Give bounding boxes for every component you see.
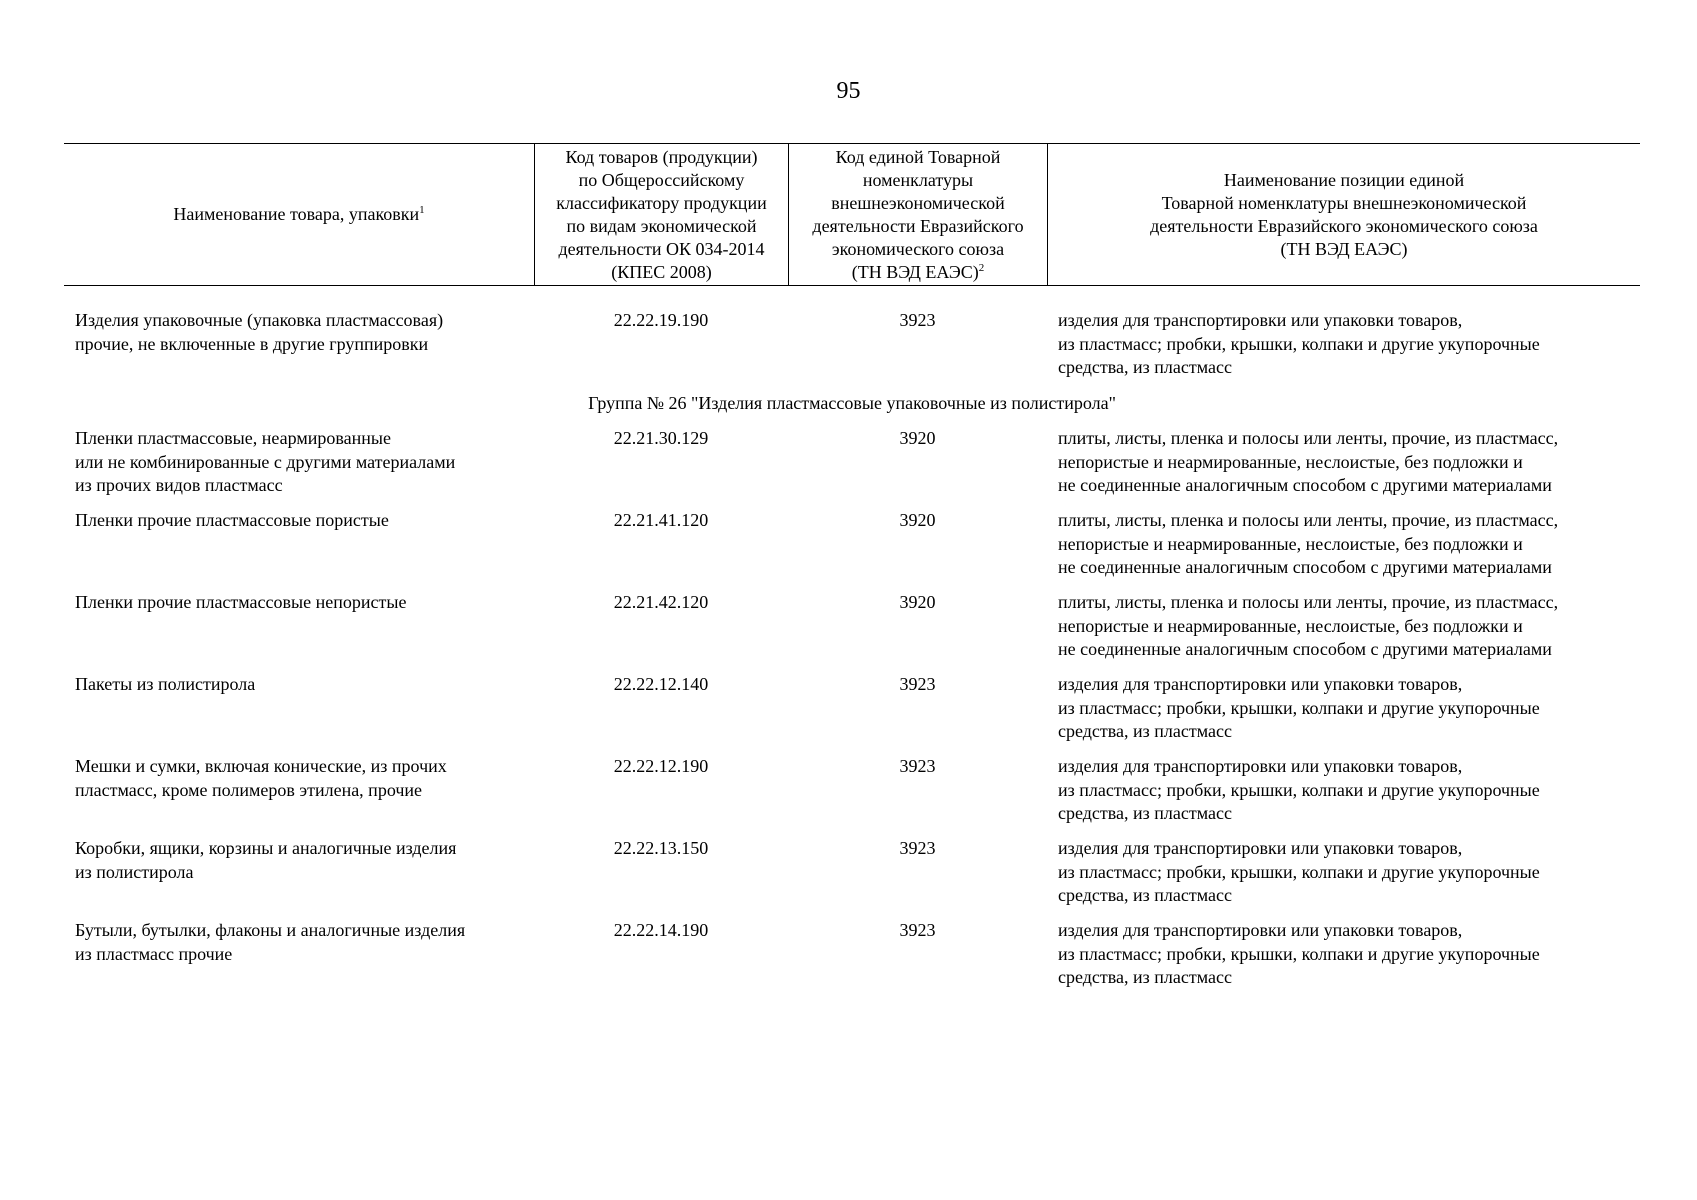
cell-product-name: [64, 919, 534, 1001]
cell-text-line: изделия для транспортировки или упаковки товаров,: [1058, 756, 1463, 776]
cell-okpd-code: 22.22.19.190: [613, 310, 709, 330]
header-text-line: деятельности Евразийского: [812, 215, 1024, 236]
cell-tnved-code: 3923: [899, 838, 936, 858]
cell-text-line: непористые и неармированные, неслоистые, без подложки и: [1058, 615, 1523, 636]
table-row: [64, 837, 1640, 919]
cell-tnved-name: [1047, 309, 1640, 392]
group-title: Группа № 26 "Изделия пластмассовые упаковочные из полистирола": [588, 393, 1116, 413]
cell-text-line: плиты, листы, пленка и полосы или ленты, прочие, из пластмасс,: [1058, 592, 1559, 612]
cell-text-line: Коробки, ящики, корзины и аналогичные изделия: [75, 838, 457, 858]
header-col-product-name: [64, 144, 534, 285]
cell-text-line: Бутыли, бутылки, флаконы и аналогичные изделия: [75, 920, 466, 940]
cell-text-line: средства, из пластмасс: [1058, 357, 1232, 377]
footnote-marker: 2: [978, 261, 985, 274]
cell-product-name: [64, 591, 534, 673]
cell-text-line: Пакеты из полистирола: [75, 674, 256, 694]
cell-text-line: прочие, не включенные в другие группировки: [75, 333, 429, 354]
cell-text-line: Пленки прочие пластмассовые непористые: [75, 592, 407, 612]
cell-text-line: плиты, листы, пленка и полосы или ленты, прочие, из пластмасс,: [1058, 428, 1559, 448]
header-text-line: классификатору продукции: [556, 192, 767, 213]
cell-text-line: не соединенные аналогичным способом с другими материалами: [1058, 639, 1552, 659]
cell-product-name: [64, 309, 534, 392]
cell-tnved-name: [1047, 427, 1640, 509]
header-text-line: по Общероссийскому: [578, 169, 745, 190]
footnote-marker: 1: [419, 204, 425, 216]
cell-text-line: изделия для транспортировки или упаковки товаров,: [1058, 838, 1463, 858]
table-header: [64, 144, 1640, 285]
cell-text-line: плиты, листы, пленка и полосы или ленты, прочие, из пластмасс,: [1058, 510, 1559, 530]
cell-text-line: средства, из пластмасс: [1058, 967, 1232, 987]
cell-text-line: из пластмасс; пробки, крышки, колпаки и другие укупорочные: [1058, 697, 1540, 718]
header-text-line: Наименование позиции единой: [1223, 169, 1465, 190]
table-body: [64, 309, 1640, 1001]
cell-text-line: средства, из пластмасс: [1058, 803, 1232, 823]
header-text-line: (ТН ВЭД ЕАЭС): [1280, 238, 1408, 259]
cell-text-line: средства, из пластмасс: [1058, 885, 1232, 905]
cell-text-line: из пластмасс; пробки, крышки, колпаки и другие укупорочные: [1058, 779, 1540, 800]
cell-tnved-code: 3923: [899, 674, 936, 694]
cell-product-name: [64, 673, 534, 755]
cell-product-name: [64, 837, 534, 919]
cell-text-line: изделия для транспортировки или упаковки товаров,: [1058, 674, 1463, 694]
table-row: [64, 309, 1640, 392]
table-row: [64, 427, 1640, 509]
header-text-line: (КПЕС 2008): [611, 261, 712, 282]
cell-text-line: из пластмасс; пробки, крышки, колпаки и другие укупорочные: [1058, 861, 1540, 882]
cell-tnved-name: [1047, 509, 1640, 591]
header-col-product-name-lines: [173, 203, 424, 226]
cell-okpd-code: 22.22.12.190: [613, 756, 709, 776]
cell-tnved-code: 3923: [899, 310, 936, 330]
table-row: [64, 591, 1640, 673]
page-number: 95: [836, 78, 861, 104]
header-text-line: деятельности ОК 034-2014: [558, 238, 765, 259]
cell-text-line: изделия для транспортировки или упаковки товаров,: [1058, 310, 1463, 330]
table-row: [64, 673, 1640, 755]
cell-tnved-code: 3923: [899, 920, 936, 940]
cell-text-line: Пленки пластмассовые, неармированные: [75, 428, 391, 448]
cell-tnved-name: [1047, 837, 1640, 919]
cell-okpd-code: 22.22.14.190: [613, 920, 709, 940]
header-text-line: экономического союза: [831, 238, 1005, 259]
table-row: [64, 509, 1640, 591]
cell-okpd-code: 22.21.41.120: [613, 510, 709, 530]
header-col-tnved-code: [788, 144, 1047, 285]
cell-tnved-code: 3920: [899, 510, 936, 530]
cell-text-line: из пластмасс; пробки, крышки, колпаки и другие укупорочные: [1058, 333, 1540, 354]
cell-okpd-code: 22.21.42.120: [613, 592, 709, 612]
cell-okpd-code: 22.21.30.129: [613, 428, 709, 448]
header-text-line: (ТН ВЭД ЕАЭС): [851, 261, 979, 282]
cell-tnved-code: 3920: [899, 428, 936, 448]
header-text-line: деятельности Евразийского экономического союза: [1150, 215, 1538, 236]
cell-text-line: не соединенные аналогичным способом с другими материалами: [1058, 557, 1552, 577]
header-text-line: Товарной номенклатуры внешнеэкономической: [1161, 192, 1527, 213]
header-text-line: Код товаров (продукции): [565, 146, 758, 167]
header-text-line: по видам экономической: [566, 215, 757, 236]
header-text-line: внешнеэкономической: [831, 192, 1005, 213]
cell-text-line: из пластмасс прочие: [75, 943, 233, 964]
cell-product-name: [64, 427, 534, 509]
cell-text-line: из прочих видов пластмасс: [75, 475, 283, 495]
header-text: [173, 203, 424, 226]
header-text-line: [812, 261, 1023, 284]
cell-tnved-name: [1047, 919, 1640, 1001]
header-text-line: Наименование товара, упаковки: [173, 204, 420, 224]
cell-text-line: или не комбинированные с другими материалами: [75, 451, 456, 472]
cell-product-name: [64, 509, 534, 591]
table-header-bottom-rule: [64, 285, 1640, 286]
cell-okpd-code: 22.22.12.140: [613, 674, 709, 694]
cell-text-line: непористые и неармированные, неслоистые, без подложки и: [1058, 533, 1523, 554]
cell-text-line: из пластмасс; пробки, крышки, колпаки и другие укупорочные: [1058, 943, 1540, 964]
cell-tnved-name: [1047, 591, 1640, 673]
header-text-line: номенклатуры: [862, 169, 974, 190]
cell-text-line: Мешки и сумки, включая конические, из прочих: [75, 756, 447, 776]
cell-text-line: из полистирола: [75, 861, 194, 882]
table-row: [64, 919, 1640, 1001]
cell-text-line: средства, из пластмасс: [1058, 721, 1232, 741]
header-col-tnved-name: [1047, 144, 1640, 285]
cell-tnved-code: 3920: [899, 592, 936, 612]
table-row: [64, 755, 1640, 837]
cell-tnved-name: [1047, 673, 1640, 755]
cell-text-line: пластмасс, кроме полимеров этилена, прочие: [75, 779, 423, 800]
cell-product-name: [64, 755, 534, 837]
cell-text-line: непористые и неармированные, неслоистые, без подложки и: [1058, 451, 1523, 472]
cell-tnved-code: 3923: [899, 756, 936, 776]
cell-text-line: не соединенные аналогичным способом с другими материалами: [1058, 475, 1552, 495]
cell-text-line: Пленки прочие пластмассовые пористые: [75, 510, 389, 530]
header-col-okpd-code: [534, 144, 788, 285]
cell-text-line: Изделия упаковочные (упаковка пластмассовая): [75, 310, 444, 330]
cell-tnved-name: [1047, 755, 1640, 837]
cell-text-line: изделия для транспортировки или упаковки товаров,: [1058, 920, 1463, 940]
cell-okpd-code: 22.22.13.150: [613, 838, 709, 858]
header-text-line: Код единой Товарной: [835, 146, 1001, 167]
